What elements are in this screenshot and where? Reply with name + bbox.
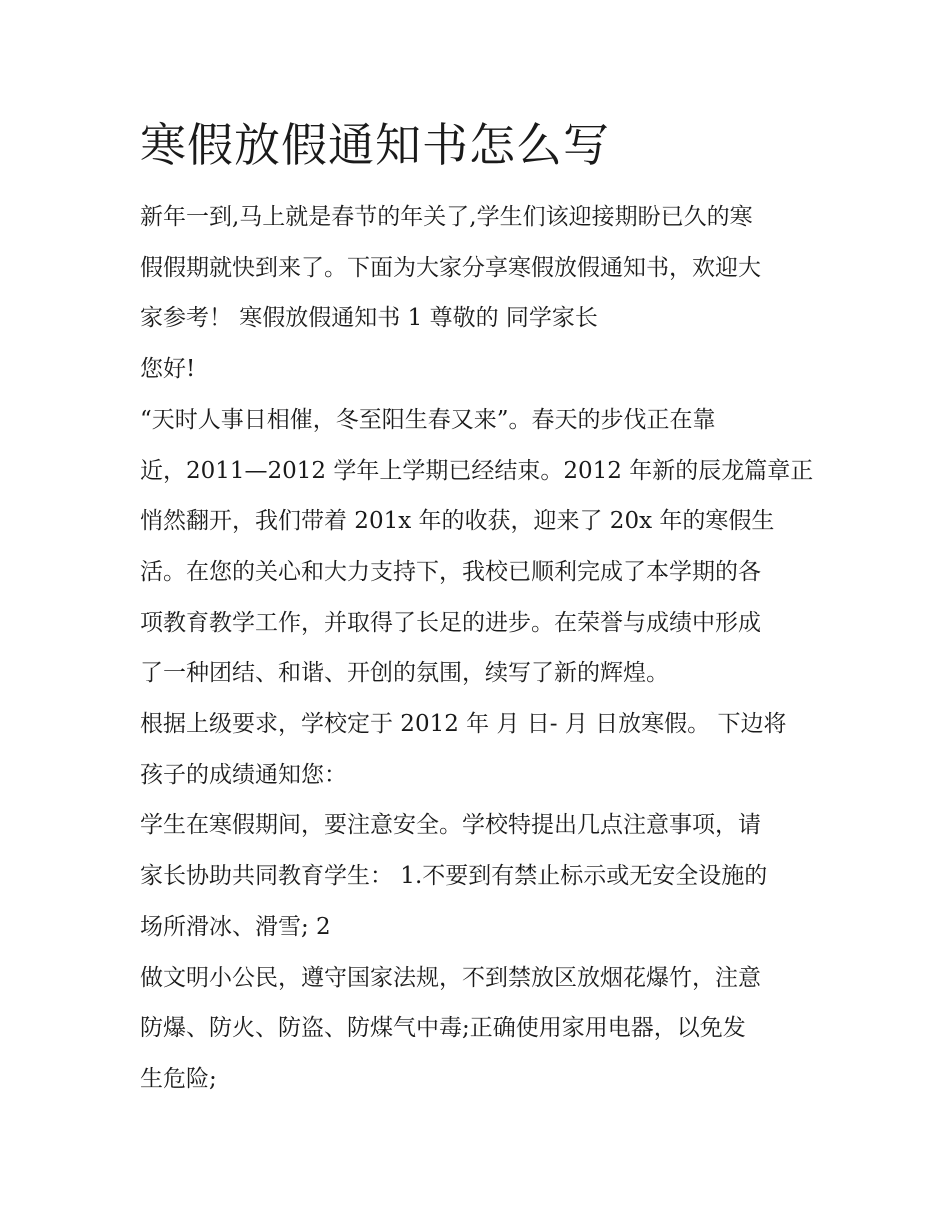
body-line: 新年一到,马上就是春节的年关了,学生们该迎接期盼已久的寒 (140, 204, 753, 230)
document-body (140, 192, 820, 1105)
body-line: 防爆、防火、防盗、防煤气中毒;正确使用家用电器，以免发 (140, 1015, 746, 1042)
body-line: 孩子的成绩通知您： (140, 761, 347, 788)
body-line: 场所滑冰、滑雪; 2 (140, 913, 331, 940)
body-line: 家长协助共同教育学生： 1.不要到有禁止标示或无安全设施的 (140, 863, 768, 890)
body-line: 项教育教学工作，并取得了长足的进步。在荣誉与成绩中形成 (140, 609, 761, 636)
body-line: 家参考！ 寒假放假通知书 1 尊敬的 同学家长 (140, 305, 598, 332)
body-line: 生危险; (140, 1065, 217, 1092)
body-line: 悄然翻开，我们带着 201x 年的收获，迎来了 20x 年的寒假生 (140, 508, 775, 535)
body-line: 根据上级要求，学校定于 2012 年 月 日- 月 日放寒假。 下边将 (140, 711, 787, 738)
document-page (140, 112, 820, 1105)
document-title: 寒假放假通知书怎么写 (140, 118, 610, 172)
body-line: 做文明小公民，遵守国家法规，不到禁放区放烟花爆竹，注意 (140, 964, 761, 991)
body-line: 学生在寒假期间，要注意安全。学校特提出几点注意事项，请 (140, 812, 761, 839)
body-line: 假假期就快到来了。下面为大家分享寒假放假通知书，欢迎大 (140, 254, 761, 281)
body-line: 了一种团结、和谐、开创的氛围，续写了新的辉煌。 (140, 660, 669, 687)
body-line: 活。在您的关心和大力支持下，我校已顺利完成了本学期的各 (140, 558, 761, 585)
body-line: 近，2011—2012 学年上学期已经结束。2012 年新的辰龙篇章正 (140, 457, 814, 484)
body-line: 您好! (140, 356, 196, 383)
body-line: “天时人事日相催，冬至阳生春又来”。春天的步伐正在靠 (140, 406, 716, 433)
